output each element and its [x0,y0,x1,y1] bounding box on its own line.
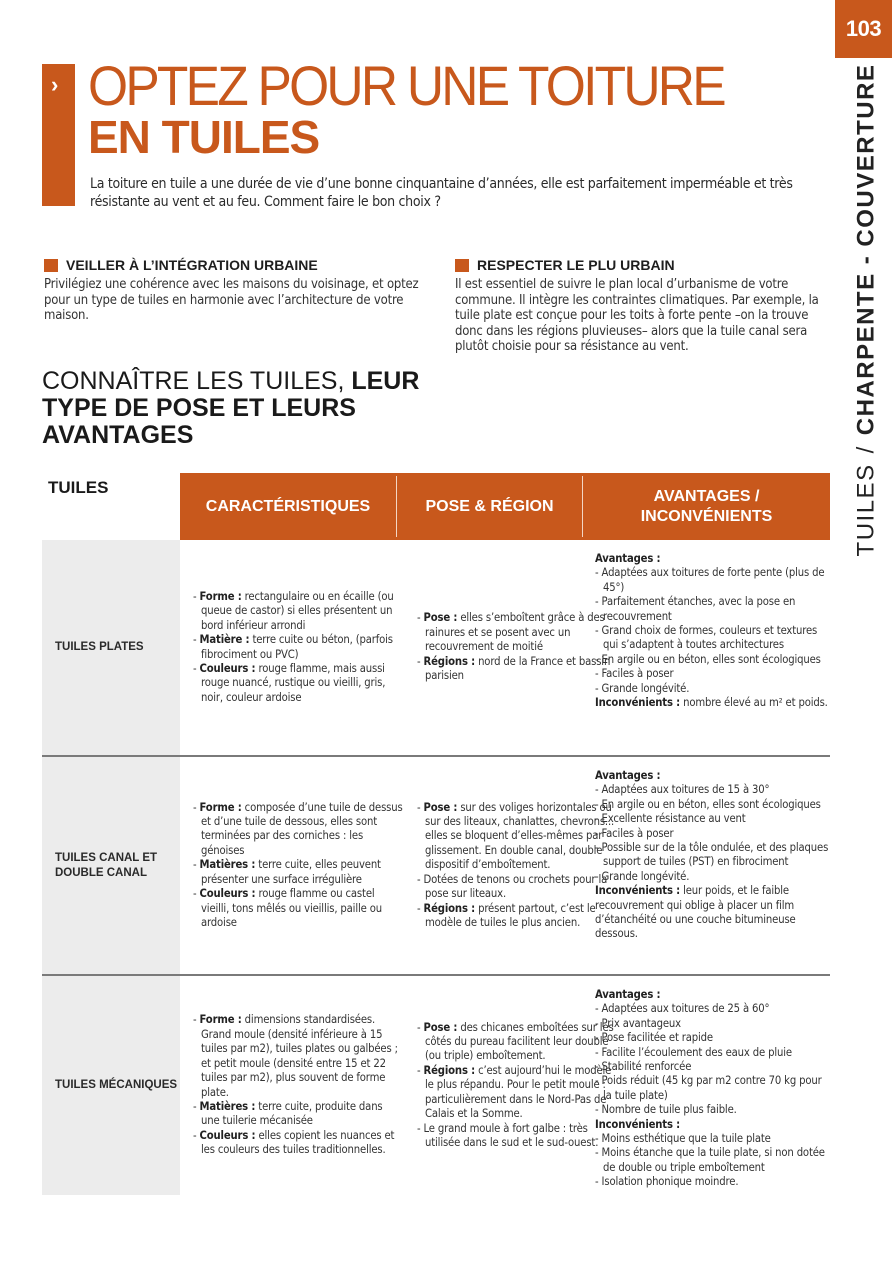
list-item: - Pose : des chicanes emboîtées sur les côtés du pureau facilitent leur double (ou triple) emboîtement. [417,1020,614,1063]
item-value: terre cuite, produite dans une tuilerie mécanisée [201,1099,383,1128]
item-value: c’est aujourd’hui le modèle le plus répandu. Pour le petit moule : particulièrement dans le Nord-Pas de Calais et la Somme. [425,1063,612,1121]
list-item: - Adaptées aux toitures de forte pente (plus de 45°) [595,566,825,594]
list-item: - Facilite l’écoulement des eaux de pluie [595,1045,792,1059]
list-item: - Couleurs : elles copient les nuances et les couleurs des tuiles traditionnelles. [193,1128,395,1157]
cell-pose-region [417,540,617,755]
cell-pose-region [417,757,617,974]
item-value: terre cuite ou béton, (parfois fibrociment ou PVC) [201,633,393,661]
table-row [42,757,830,974]
avantages-label: Avantages : [595,769,661,782]
row-label: TUILES PLATES [55,641,144,653]
avantages-block [595,988,830,1190]
list-item: - Forme : dimensions standardisées. Grand moule (densité inférieure à 15 tuiles par m2), tuiles plates ou galbées ; et petit moule (densité entre 15 et 22 tuiles par m2), plus souvent de forme plate. [193,1013,398,1099]
list-item: - Parfaitement étanches, avec la pose en recouvrement [595,595,796,623]
side-label-part1: TUILES [852,463,880,557]
list-item: - Faciles à poser [595,826,674,840]
cell-pose-region [417,976,617,1195]
list-item: - Régions : nord de la France et bassin parisien [417,654,611,683]
intro-paragraph: La toiture en tuile a une durée de vie d’une bonne cinquantaine d’années, elle est parfaitement imperméable et très résistante au vent et au feu. Comment faire le bon choix ? [90,176,793,210]
title-accent-bar [42,64,75,206]
list-item: - Isolation phonique moindre. [595,1175,739,1189]
item-key: Matières : [199,1099,256,1113]
item-value: des chicanes emboîtées sur les côtés du pureau facilitent leur double (ou triple) emboîtement. [425,1020,614,1063]
list-item: - Moins esthétique que la tuile plate [595,1132,771,1146]
item-value: terre cuite, elles peuvent présenter une surface irrégulière [201,858,381,886]
list-item: - Adaptées aux toitures de 25 à 60° [595,1002,770,1016]
section-title: RESPECTER LE PLU URBAIN [477,257,675,273]
inconvenients-label: Inconvénients : [595,696,681,710]
list-item: - Possible sur de la tôle ondulée, et des plaques support de tuiles (PST) en fibrociment [595,841,829,869]
item-key: Pose : [423,1020,458,1034]
avantages-label: Avantages : [595,988,661,1001]
list-item: - Matières : terre cuite, produite dans une tuilerie mécanisée [193,1099,383,1128]
pose-list [417,611,617,683]
item-value: nord de la France et bassin parisien [425,654,611,683]
item-value: sur des voliges horizontales ou sur des liteaux, chanlattes, chevrons... elles se bloquent d’elles-mêmes par glissement. En double canal, double dispositif d’emboîtement. [425,800,615,872]
list-item: - Pose facilitée et rapide [595,1031,713,1045]
list-item: - Excellente résistance au vent [595,812,746,826]
pose-list [417,1021,617,1151]
column-header-avantages: AVANTAGES / INCONVÉNIENTS [640,487,773,525]
list-item: - En argile ou en béton, elles sont écologiques [595,797,821,811]
section-plu-urbain [455,257,830,355]
row-label: TUILES MÉCANIQUES [55,1079,178,1091]
cell-avantages-inconvenients [595,757,830,974]
page-number: 103 [845,16,882,41]
row-label-cell [42,757,180,974]
list-item: - Couleurs : rouge flamme, mais aussi rouge nuancé, rustique ou vieilli, gris, noir, couleur ardoise [193,661,386,704]
table-header [180,473,830,540]
square-bullet-icon [44,259,58,272]
list-item: - Poids réduit (45 kg par m2 contre 70 kg pour la tuile plate) [595,1074,822,1102]
avantages-label: Avantages : [595,552,661,565]
list-item: - Grande longévité. [595,681,690,695]
avantages-block [595,552,830,710]
page-title-line1: OPTEZ POUR UNE TOITURE [88,54,724,117]
square-bullet-icon [455,259,469,272]
item-key: Pose : [423,800,458,814]
inconvenients-text: nombre élevé au m² et poids. [680,696,828,710]
list-item: - Dotées de tenons ou crochets pour la pose sur liteaux. [417,872,608,901]
list-item: - Régions : présent partout, c’est le modèle de tuiles le plus ancien. [417,901,596,929]
inconvenients-block [595,884,830,942]
table-row [42,540,830,755]
list-item: - Adaptées aux toitures de 15 à 30° [595,783,770,797]
avantages-block [595,769,830,942]
list-item: - Grand choix de formes, couleurs et textures qui s’adaptent à toutes architectures [595,624,818,652]
cell-caracteristiques [193,757,403,974]
inconvenients-label: Inconvénients : [595,1117,681,1131]
row-label-cell [42,976,180,1195]
item-value: elles copient les nuances et les couleurs des tuiles traditionnelles. [201,1128,395,1157]
list-item: - Pose : elles s’emboîtent grâce à des rainures et se posent avec un recouvrement de moitié [417,611,605,654]
caracteristiques-list [193,590,403,705]
list-item: - Forme : composée d’une tuile de dessus et d’une tuile de dessous, elles sont terminées par des corniches : les génoises [193,800,403,857]
table-subtitle [42,368,462,449]
section-title: VEILLER À L’INTÉGRATION URBAINE [66,257,318,273]
cell-caracteristiques [193,540,403,755]
item-key: Couleurs : [199,661,256,675]
table-row [42,976,830,1195]
subtitle-light: CONNAÎTRE LES TUILES, [42,367,352,395]
list-item: - Faciles à poser [595,667,674,681]
item-key: Forme : [199,800,242,814]
section-body: Il est essentiel de suivre le plan local d’urbanisme de votre commune. Il intègre les contraintes climatiques. Par exemple, la tuile plate est conçue pour les toits à forte pente –on la trouve donc dans les régions pluvieuses– alors que la tuile canal sera plutôt choisie pour sa résistance au vent. [455,277,819,354]
cell-caracteristiques [193,976,403,1195]
list-item: - Matière : terre cuite ou béton, (parfois fibrociment ou PVC) [193,633,393,661]
section-body: Privilégiez une cohérence avec les maisons du voisinage, et optez pour un type de tuiles en harmonie avec l’architecture de votre maison. [44,277,419,323]
page-title-line2: EN TUILES [88,111,320,163]
row-label-cell [42,540,180,755]
item-key: Régions : [423,654,476,668]
chevron-right-icon: › [51,72,59,97]
side-label-part2: CHARPENTE - COUVERTURE [852,63,880,436]
avantages-list [595,783,830,884]
item-value: rouge flamme ou castel vieilli, tons mêlés ou vieillis, paille ou ardoise [201,887,382,929]
inconvenients-text: leur poids, et le faible recouvrement qui oblige à placer un film d’étanchéité ou une couche bitumineuse dessous. [595,884,796,941]
list-item: - Régions : c’est aujourd’hui le modèle le plus répandu. Pour le petit moule : particulièrement dans le Nord-Pas de Calais et la Somme. [417,1063,612,1121]
list-item: - Nombre de tuile plus faible. [595,1103,737,1117]
row-label: TUILES CANAL ET DOUBLE CANAL [55,851,158,879]
inconvenients-block [595,696,830,710]
cell-avantages-inconvenients [595,976,830,1195]
pose-list [417,801,617,931]
item-value: rouge flamme, mais aussi rouge nuancé, rustique ou vieilli, gris, noir, couleur ardoise [201,661,386,704]
item-value: présent partout, c’est le modèle de tuiles le plus ancien. [425,901,596,929]
item-key: Régions : [423,1063,476,1077]
list-item: - Grande longévité. [595,869,690,883]
item-value: dimensions standardisées. Grand moule (densité inférieure à 15 tuiles par m2), tuiles plates ou galbées ; et petit moule (densité entre 15 et 22 tuiles par m2), plus souvent de forme plate. [201,1013,398,1099]
cell-avantages-inconvenients [595,540,830,755]
list-item: - Moins étanche que la tuile plate, si non dotée de double ou triple emboîtement [595,1146,825,1174]
side-label-separator: / [852,445,880,454]
list-item: - Stabilité renforcée [595,1060,692,1074]
item-key: Pose : [423,611,458,625]
caracteristiques-list [193,801,403,931]
list-item: - En argile ou en béton, elles sont écologiques [595,652,821,666]
subtitle-bold: LEUR TYPE DE POSE ET LEURS AVANTAGES [42,367,420,449]
item-key: Forme : [199,589,242,603]
list-item: - Forme : rectangulaire ou en écaille (ou queue de castor) si elles présentent un bord inférieur arrondi [193,589,394,632]
page-number-tab [835,0,892,58]
item-value: rectangulaire ou en écaille (ou queue de castor) si elles présentent un bord inférieur arrondi [201,589,394,632]
item-value: Le grand moule à fort galbe : très utilisée dans le sud et le sud-ouest. [423,1121,599,1149]
table-row-header: TUILES [48,478,109,497]
column-header-pose-region: POSE & RÉGION [397,476,583,537]
caracteristiques-list [193,1013,403,1157]
list-item: - Prix avantageux [595,1016,681,1030]
item-key: Régions : [423,901,476,915]
list-item: - Matières : terre cuite, elles peuvent présenter une surface irrégulière [193,858,381,886]
inconvenients-label: Inconvénients : [595,884,681,898]
item-key: Couleurs : [199,1128,256,1142]
item-value: elles s’emboîtent grâce à des rainures et se posent avec un recouvrement de moitié [425,611,605,654]
section-integration-urbaine [44,257,424,324]
column-header-caracteristiques: CARACTÉRISTIQUES [180,476,397,537]
list-item: - Pose : sur des voliges horizontales ou sur des liteaux, chanlattes, chevrons... elles se bloquent d’elles-mêmes par glissement. En double canal, double dispositif d’emboîtement. [417,800,615,872]
item-key: Forme : [199,1013,242,1027]
item-key: Matière : [199,633,250,647]
item-value: composée d’une tuile de dessus et d’une tuile de dessous, elles sont terminées par des corniches : les génoises [201,800,403,857]
item-value: Dotées de tenons ou crochets pour la pose sur liteaux. [423,872,608,901]
inconvenients-block [595,1118,830,1132]
avantages-list [595,566,830,696]
item-key: Couleurs : [199,887,256,901]
item-key: Matières : [199,858,256,872]
list-item: - Couleurs : rouge flamme ou castel vieilli, tons mêlés ou vieillis, paille ou ardoise [193,887,382,929]
list-item: - Le grand moule à fort galbe : très utilisée dans le sud et le sud-ouest. [417,1121,599,1149]
inconvenients-list [595,1132,830,1190]
section-side-label [846,63,886,557]
avantages-list [595,1002,830,1117]
